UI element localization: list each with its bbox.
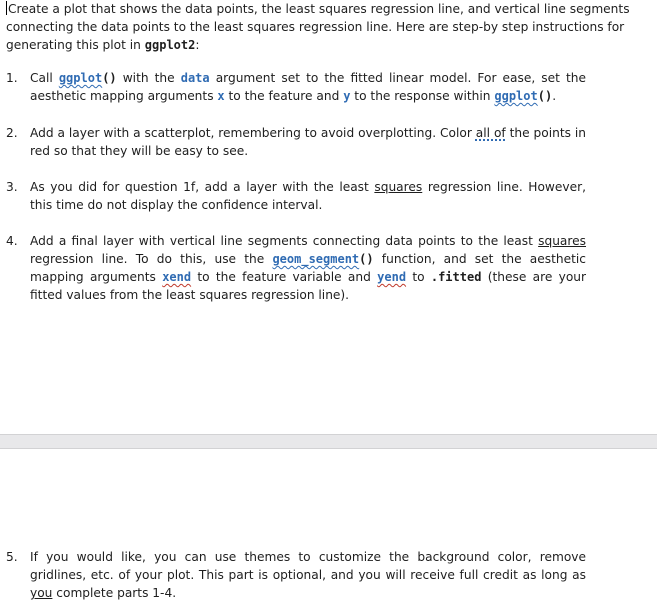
code-ggplot: ggplot — [58, 71, 103, 85]
section-divider — [0, 434, 657, 449]
intro-text: Create a plot that shows the data points, the least squares regression line, and vertical line segments connecting the data points to the least squares regression line. Here are step-by step instructions for generating this plot in — [6, 2, 630, 52]
list-number: 3. — [6, 180, 18, 194]
code-geom-segment: geom_segment — [272, 252, 360, 266]
code-x: x — [217, 89, 225, 103]
code-ggplot: ggplot — [494, 89, 538, 103]
grammar-flag: all of — [475, 126, 506, 140]
text-cursor — [6, 1, 7, 15]
code-fitted: .fitted — [430, 270, 482, 284]
code-xend: xend — [162, 270, 192, 284]
underlined-word: you — [30, 586, 53, 600]
code-yend: yend — [377, 270, 407, 284]
list-item-text: Add a layer with a scatterplot, remembering to avoid overplotting. Color all of the points in red so that they will be easy to see. — [30, 126, 586, 158]
underlined-word: squares — [374, 180, 423, 194]
list-number: 1. — [6, 71, 18, 85]
list-item-text: If you would like, you can use themes to customize the background color, remove gridlines, etc. of your plot. This part is optional, and you will receive full credit as long as you complete parts 1-4. — [30, 550, 586, 600]
list-item-text: As you did for question 1f, add a layer with the least squares regression line. However, this time do not display the confidence interval. — [30, 180, 586, 212]
code-y: y — [343, 89, 351, 103]
list-number: 2. — [6, 126, 18, 140]
list-number: 5. — [6, 550, 18, 564]
list-item-text: Add a final layer with vertical line segments connecting data points to the least squares regression line. To do this, use the geom_segment() function, and set the aesthetic mapping arguments xend to the feature variable and yend to .fitted (these are your fitted values from the least squares regression line). — [30, 234, 587, 302]
list-item-text: Call ggplot() with the data argument set to the fitted linear model. For ease, set the aesthetic mapping arguments x to the feature and y to the response within ggplot(). — [30, 71, 587, 103]
intro-paragraph: Create a plot that shows the data points, the least squares regression line, and vertical line segments connecting the data points to the least squares regression line. Here are step-by step instructions for generating this plot in ggplot2: — [6, 2, 630, 52]
list-number: 4. — [6, 234, 18, 248]
code-ggplot2: ggplot2 — [144, 38, 196, 52]
code-data: data — [180, 71, 210, 85]
underlined-word: squares — [538, 234, 586, 248]
